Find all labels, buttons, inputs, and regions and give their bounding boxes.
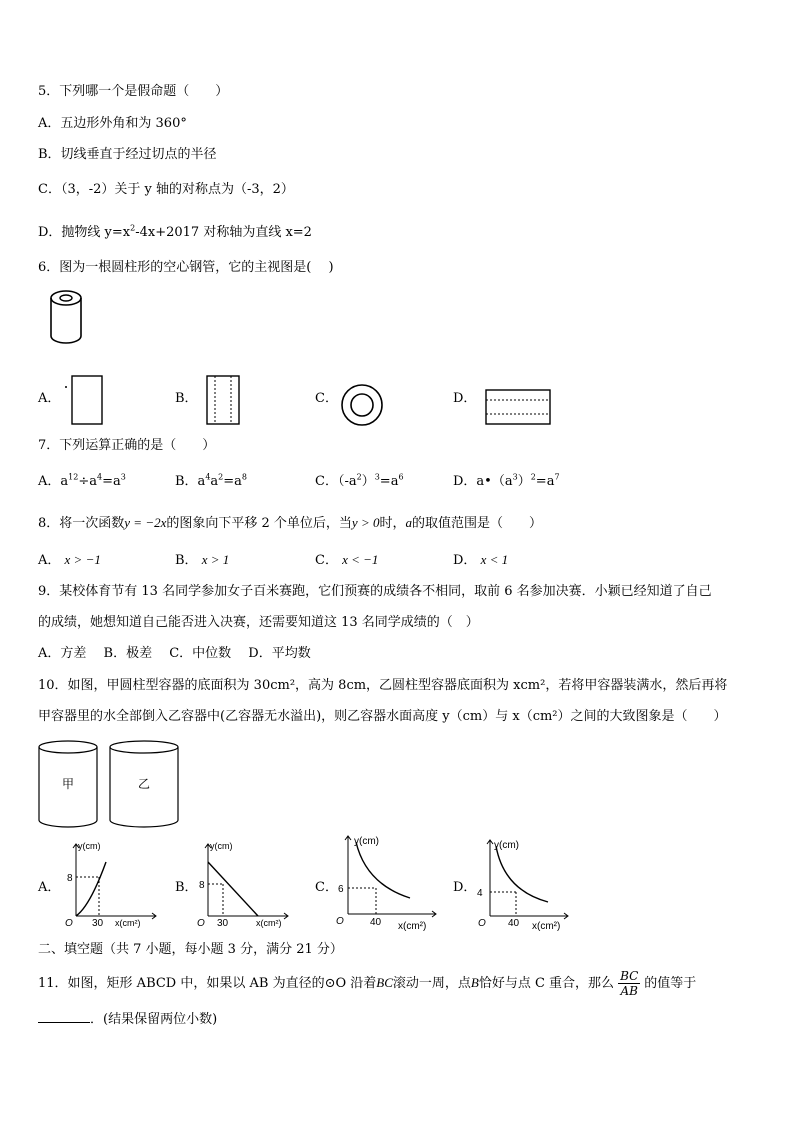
q6-option-b-figure [203, 374, 243, 428]
q10-graph-c [330, 828, 440, 932]
q10-label-b: B． [175, 880, 198, 895]
q10-label-d: D． [453, 880, 477, 895]
svg-text:y(cm): y(cm) [78, 841, 101, 851]
q5-option-d: D．抛物线 $y=x^2-4x+2017$ 对称轴为直线 x=2 [38, 223, 312, 240]
svg-text:y(cm): y(cm) [210, 841, 233, 851]
answer-blank[interactable] [38, 1010, 90, 1023]
svg-text:x(cm²): x(cm²) [115, 918, 141, 928]
container-jia-label: 甲 [61, 777, 75, 791]
q6-label-a: A． [38, 391, 61, 406]
q6-option-d-figure [483, 387, 553, 427]
svg-text:30: 30 [217, 918, 229, 928]
q10-line-1: 10．如图，甲圆柱型容器的底面积为 30cm²，高为 8cm，乙圆柱型容器底面积为 xcm²，若将甲容器装满水，然后再将 [38, 678, 728, 693]
svg-text:6: 6 [338, 884, 344, 895]
q8-option-b: B． x > 1 [175, 552, 230, 568]
svg-text:O: O [65, 918, 73, 928]
q7-option-d: D．$a•(a^3)^2=a^7$ [453, 472, 560, 489]
container-yi [110, 741, 178, 827]
q10-containers-figure [34, 738, 194, 834]
q8-option-d: D． x < 1 [453, 552, 509, 568]
q9-line-2: 的成绩，她想知道自己能否进入决赛，还需要知道这 13 名同学成绩的（ ） [38, 615, 479, 630]
bc-over-ab-fraction: $\frac{BC}{AB}$ [620, 969, 639, 998]
hollow-pipe-figure [46, 286, 86, 348]
q11-stem: 11．如图，矩形 ABCD 中，如果以 AB 为直径的⊙O 沿着BC滚动一周，点B恰好与点 C 重合，那么 $\frac{BC}{AB}$ 的值等于 [38, 969, 697, 998]
svg-text:O: O [336, 916, 344, 927]
q10-graph-a [58, 836, 158, 928]
q6-label-b: B． [175, 391, 198, 406]
svg-text:y(cm): y(cm) [494, 840, 519, 851]
q7-stem: 7．下列运算正确的是（ ） [38, 438, 216, 453]
q10-graph-b [190, 836, 290, 928]
svg-text:x(cm²): x(cm²) [256, 918, 282, 928]
q9-line-1: 9．某校体育节有 13 名同学参加女子百米赛跑，它们预赛的成绩各不相同，取前 6 名参加决赛．小颖已经知道了自己 [38, 584, 712, 599]
q10-graph-d [472, 832, 572, 932]
q6-label-d: D． [453, 391, 477, 406]
q7-option-b: B．$a^4a^2=a^8$ [175, 472, 248, 489]
q8-stem: 8．将一次函数y = −2x的图象向下平移 2 个单位后，当y > 0时，a的取值范围是（ ） [38, 515, 542, 531]
q11-answer-line: ．(结果保留两位小数) [38, 1010, 217, 1029]
q7-option-c: C．$(-a^2)^3=a^6$ [315, 472, 404, 489]
svg-text:4: 4 [477, 888, 483, 899]
svg-text:30: 30 [92, 918, 104, 928]
q10-line-2: 甲容器里的水全部倒入乙容器中(乙容器无水溢出)，则乙容器水面高度 y（cm）与 x（cm²）之间的大致图象是（ ） [38, 709, 727, 724]
svg-text:x(cm²): x(cm²) [532, 921, 561, 932]
q7-option-a: A．$a^{12}\div a^4=a^3$ [38, 472, 126, 489]
container-yi-label: 乙 [137, 777, 151, 791]
q6-option-c-figure [339, 382, 385, 428]
q5-option-c: C．（3，-2）关于 y 轴的对称点为（-3，2） [38, 182, 294, 197]
q9-options: A．方差 B．极差 C．中位数 D．平均数 [38, 646, 311, 661]
q5-stem: 5．下列哪一个是假命题（ ） [38, 84, 229, 99]
svg-text:8: 8 [67, 873, 73, 884]
svg-text:8: 8 [199, 880, 205, 891]
q6-stem: 6．图为一根圆柱形的空心钢管，它的主视图是( ) [38, 260, 334, 275]
q8-option-c: C． x < −1 [315, 552, 379, 568]
q5-option-a: A．五边形外角和为 360° [38, 116, 187, 131]
q10-label-a: A． [38, 880, 61, 895]
section-2-title: 二、填空题（共 7 小题，每小题 3 分，满分 21 分） [38, 942, 343, 957]
container-jia [39, 741, 97, 827]
svg-text:40: 40 [370, 917, 382, 928]
svg-text:O: O [478, 918, 486, 929]
q10-label-c: C． [315, 880, 338, 895]
q8-option-a: A． x > −1 [38, 552, 101, 568]
svg-text:x(cm²): x(cm²) [398, 921, 427, 932]
q6-label-c: C． [315, 391, 338, 406]
q5-option-b: B．切线垂直于经过切点的半径 [38, 147, 217, 162]
q6-option-a-figure [64, 374, 106, 428]
svg-text:y(cm): y(cm) [354, 836, 379, 847]
svg-text:O: O [197, 918, 205, 928]
svg-text:40: 40 [508, 918, 520, 929]
